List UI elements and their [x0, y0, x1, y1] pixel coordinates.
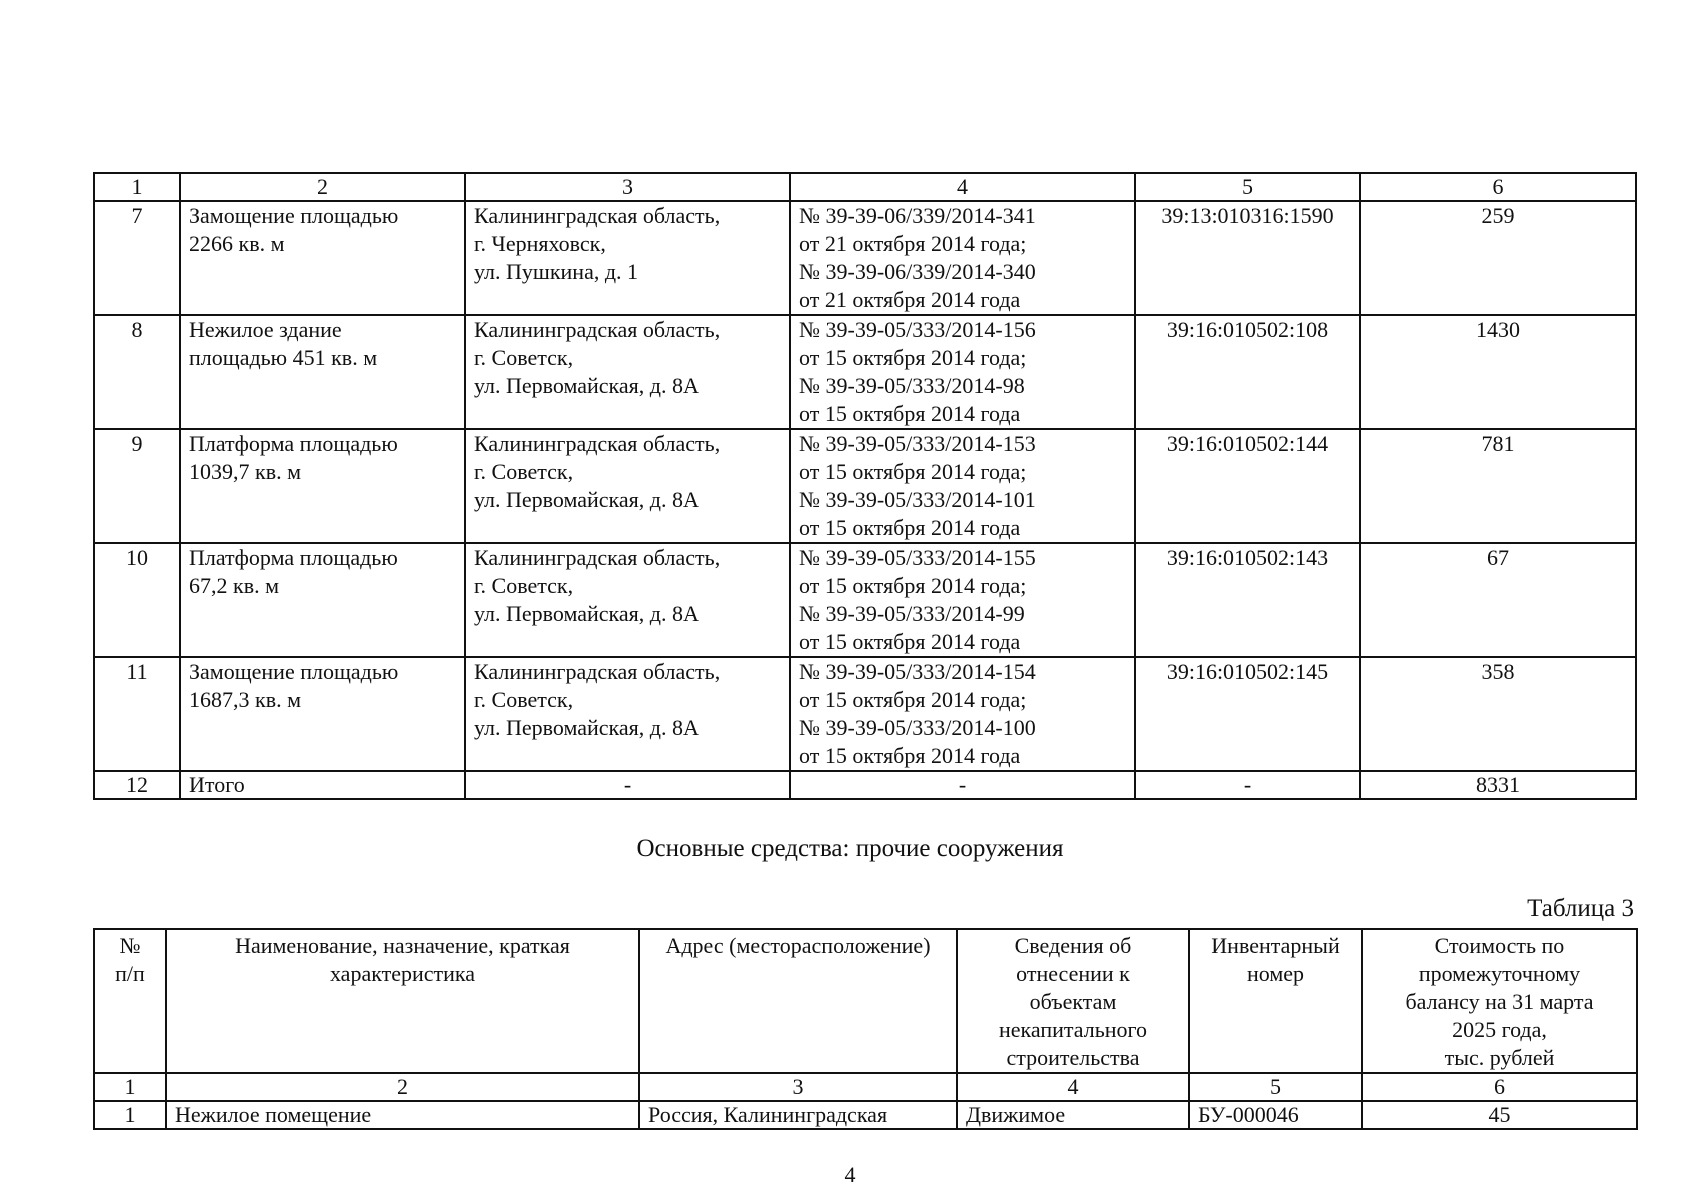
object-address: Калининградская область, г. Черняховск, ул. Пушкина, д. 1 — [465, 201, 790, 315]
cadastral-number: 39:16:010502:143 — [1135, 543, 1360, 657]
object-address: Калининградская область, г. Советск, ул. Первомайская, д. 8А — [465, 657, 790, 771]
total-reg-dash: - — [790, 771, 1135, 799]
property-table-continued — [93, 172, 1637, 800]
column-number: 1 — [94, 173, 180, 201]
other-structures-table — [93, 928, 1638, 1130]
object-name: Замощение площадью 2266 кв. м — [180, 201, 465, 315]
table-row — [94, 1101, 1637, 1129]
object-value: 45 — [1362, 1101, 1637, 1129]
column-number: 5 — [1189, 1073, 1362, 1101]
object-address: Россия, Калининградская — [639, 1101, 957, 1129]
cadastral-number: 39:16:010502:145 — [1135, 657, 1360, 771]
table-row — [94, 543, 1636, 657]
registration-record: № 39-39-05/333/2014-153 от 15 октября 2014 года; № 39-39-05/333/2014-101 от 15 октября 2014 года — [790, 429, 1135, 543]
column-header-number: № п/п — [94, 929, 166, 1073]
column-header-inventory: Инвентарный номер — [1189, 929, 1362, 1073]
column-number: 2 — [180, 173, 465, 201]
total-label: Итого — [180, 771, 465, 799]
cadastral-number: 39:16:010502:144 — [1135, 429, 1360, 543]
column-number: 4 — [790, 173, 1135, 201]
row-number: 9 — [94, 429, 180, 543]
page-number: 4 — [844, 1162, 856, 1187]
object-address: Калининградская область, г. Советск, ул. Первомайская, д. 8А — [465, 315, 790, 429]
section-title: Основные средства: прочие сооружения — [636, 835, 1064, 862]
total-row — [94, 771, 1636, 799]
column-header-classification: Сведения об отнесении к объектам некапитального строительства — [957, 929, 1189, 1073]
row-number: 12 — [94, 771, 180, 799]
table-row — [94, 315, 1636, 429]
object-name: Платформа площадью 1039,7 кв. м — [180, 429, 465, 543]
column-header-address: Адрес (месторасположение) — [639, 929, 957, 1073]
registration-record: № 39-39-05/333/2014-154 от 15 октября 2014 года; № 39-39-05/333/2014-100 от 15 октября 2014 года — [790, 657, 1135, 771]
table-row — [94, 429, 1636, 543]
object-name: Замощение площадью 1687,3 кв. м — [180, 657, 465, 771]
object-value: 67 — [1360, 543, 1636, 657]
object-classification: Движимое — [957, 1101, 1189, 1129]
column-number: 4 — [957, 1073, 1189, 1101]
total-value: 8331 — [1360, 771, 1636, 799]
object-name: Нежилое помещение — [166, 1101, 639, 1129]
table-caption: Таблица 3 — [1527, 895, 1634, 922]
object-address: Калининградская область, г. Советск, ул. Первомайская, д. 8А — [465, 543, 790, 657]
object-value: 358 — [1360, 657, 1636, 771]
column-number-row — [94, 1073, 1637, 1101]
column-number: 2 — [166, 1073, 639, 1101]
column-header-name: Наименование, назначение, краткая характеристика — [166, 929, 639, 1073]
object-value: 1430 — [1360, 315, 1636, 429]
total-address-dash: - — [465, 771, 790, 799]
object-address: Калининградская область, г. Советск, ул. Первомайская, д. 8А — [465, 429, 790, 543]
row-number: 1 — [94, 1101, 166, 1129]
registration-record: № 39-39-05/333/2014-155 от 15 октября 2014 года; № 39-39-05/333/2014-99 от 15 октября 2014 года — [790, 543, 1135, 657]
column-number-row — [94, 173, 1636, 201]
row-number: 8 — [94, 315, 180, 429]
object-value: 781 — [1360, 429, 1636, 543]
row-number: 11 — [94, 657, 180, 771]
table-row — [94, 201, 1636, 315]
column-header-value: Стоимость по промежуточному балансу на 31 марта 2025 года, тыс. рублей — [1362, 929, 1637, 1073]
column-number: 3 — [465, 173, 790, 201]
column-number: 1 — [94, 1073, 166, 1101]
registration-record: № 39-39-06/339/2014-341 от 21 октября 2014 года; № 39-39-06/339/2014-340 от 21 октября 2014 года — [790, 201, 1135, 315]
registration-record: № 39-39-05/333/2014-156 от 15 октября 2014 года; № 39-39-05/333/2014-98 от 15 октября 2014 года — [790, 315, 1135, 429]
inventory-number: БУ-000046 — [1189, 1101, 1362, 1129]
column-number: 6 — [1362, 1073, 1637, 1101]
column-number: 5 — [1135, 173, 1360, 201]
table-row — [94, 657, 1636, 771]
cadastral-number: 39:13:010316:1590 — [1135, 201, 1360, 315]
total-cad-dash: - — [1135, 771, 1360, 799]
cadastral-number: 39:16:010502:108 — [1135, 315, 1360, 429]
header-row — [94, 929, 1637, 1073]
object-name: Платформа площадью 67,2 кв. м — [180, 543, 465, 657]
column-number: 6 — [1360, 173, 1636, 201]
row-number: 10 — [94, 543, 180, 657]
object-name: Нежилое здание площадью 451 кв. м — [180, 315, 465, 429]
object-value: 259 — [1360, 201, 1636, 315]
column-number: 3 — [639, 1073, 957, 1101]
row-number: 7 — [94, 201, 180, 315]
